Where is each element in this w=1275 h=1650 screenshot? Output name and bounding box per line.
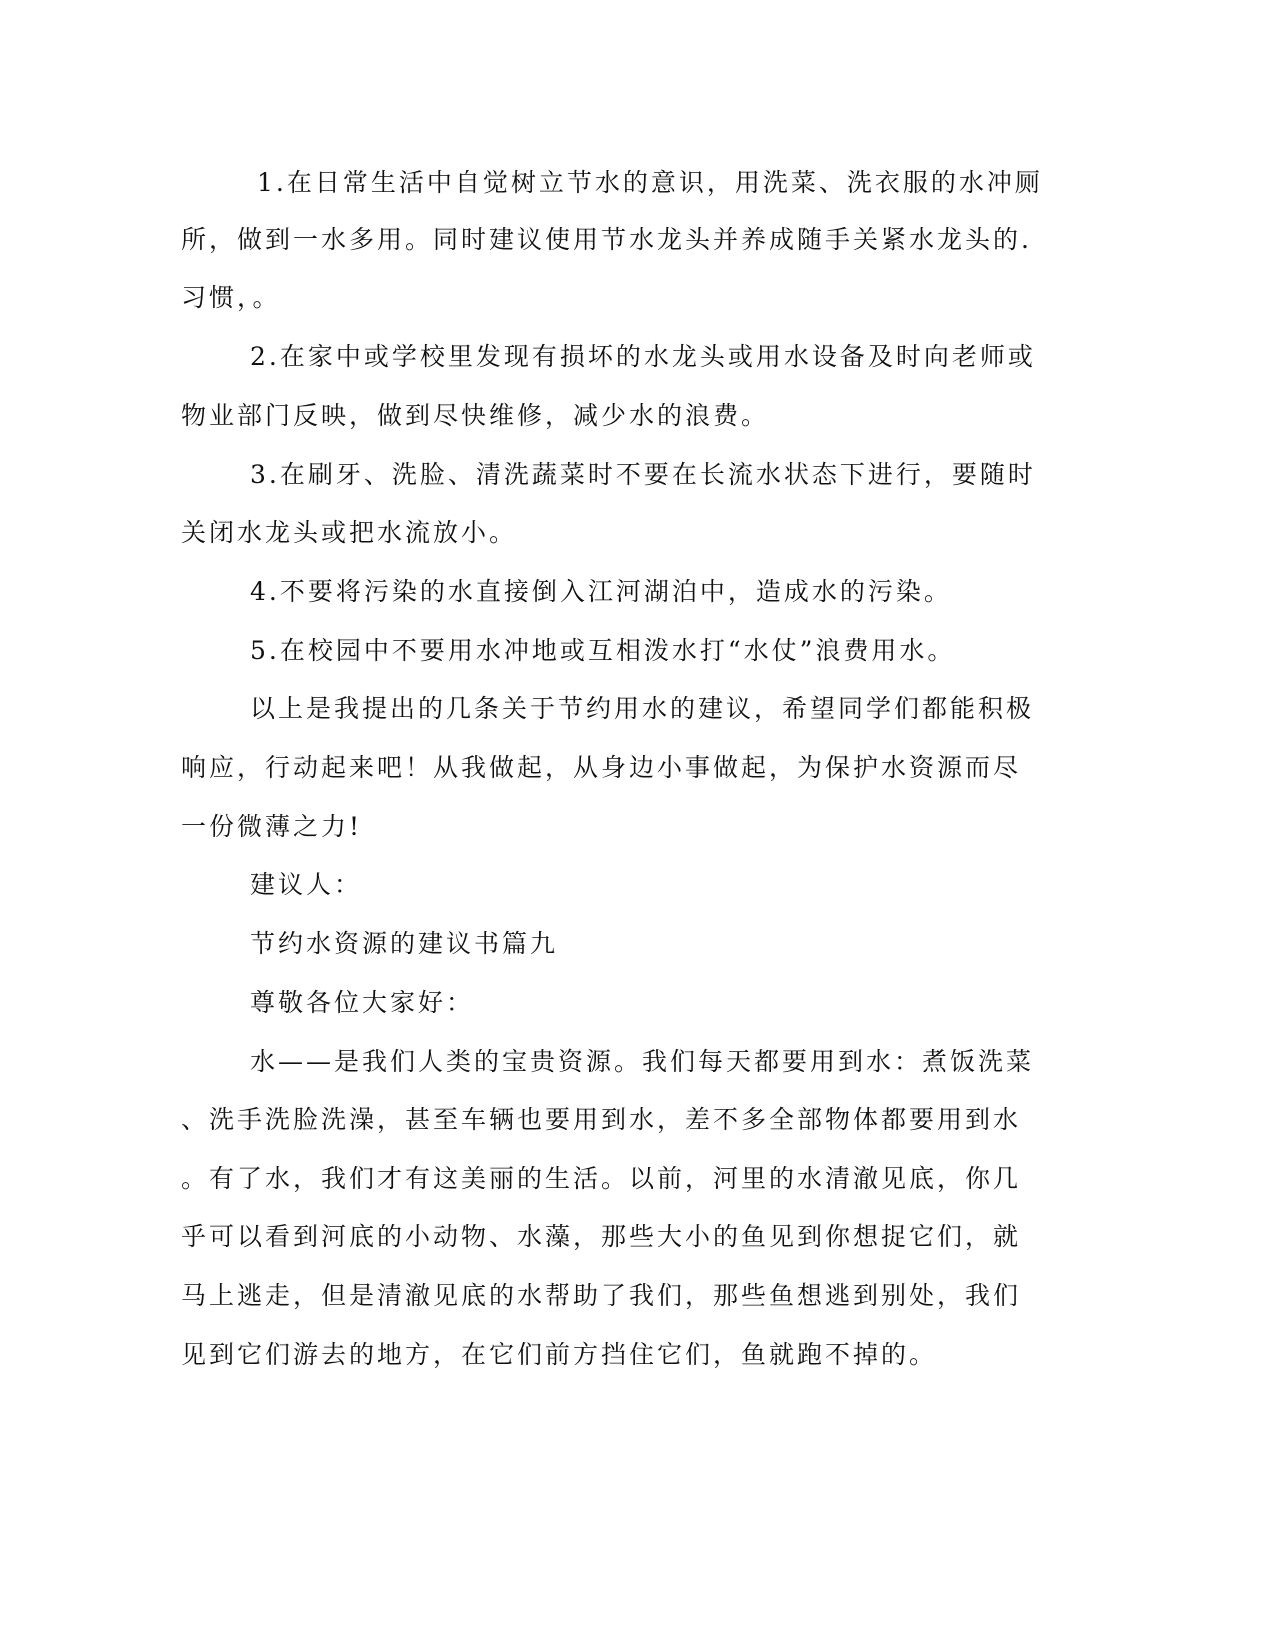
text-line-item2-a: 2.在家中或学校里发现有损坏的水龙头或用水设备及时向老师或 bbox=[250, 342, 1036, 371]
text-line-body-f: 见到它们游去的地方，在它们前方挡住它们，鱼就跑不掉的。 bbox=[181, 1340, 938, 1369]
text-line-body-e: 马上逃走，但是清澈见底的水帮助了我们，那些鱼想逃到别处，我们 bbox=[181, 1281, 1022, 1310]
section-heading: 节约水资源的建议书篇九 bbox=[250, 929, 559, 958]
text-line-item1-b: 所，做到一水多用。同时建议使用节水龙头并养成随手关紧水龙头的. bbox=[181, 225, 1032, 254]
text-line-item3-a: 3.在刷牙、洗脸、清洗蔬菜时不要在长流水状态下进行，要随时 bbox=[250, 460, 1036, 489]
text-line-item3-b: 关闭水龙头或把水流放小。 bbox=[181, 518, 518, 547]
text-line-item1-c: 习惯，。 bbox=[181, 283, 281, 312]
text-line-summary-b: 响应，行动起来吧！从我做起，从身边小事做起，为保护水资源而尽 bbox=[181, 753, 1022, 782]
salutation: 尊敬各位大家好： bbox=[250, 988, 475, 1017]
proposer-label: 建议人： bbox=[250, 870, 363, 899]
text-line-body-c: 。有了水，我们才有这美丽的生活。以前，河里的水清澈见底，你几 bbox=[181, 1164, 1022, 1193]
text-line-body-b: 、洗手洗脸洗澡，甚至车辆也要用到水，差不多全部物体都要用到水 bbox=[181, 1105, 1022, 1134]
text-line-item2-b: 物业部门反映，做到尽快维修，减少水的浪费。 bbox=[181, 401, 770, 430]
text-line-body-d: 乎可以看到河底的小动物、水藻，那些大小的鱼见到你想捉它们，就 bbox=[181, 1222, 1022, 1251]
text-line-item5: 5.在校园中不要用水冲地或互相泼水打“水仗”浪费用水。 bbox=[250, 636, 956, 665]
text-line-summary-c: 一份微薄之力! bbox=[181, 812, 363, 841]
text-line-body-a: 水——是我们人类的宝贵资源。我们每天都要用到水：煮饭洗菜 bbox=[250, 1047, 1035, 1076]
text-line-item1-a: 1.在日常生活中自觉树立节水的意识，用洗菜、洗衣服的水冲厕 bbox=[257, 168, 1043, 197]
text-line-item4: 4.不要将污染的水直接倒入江河湖泊中，造成水的污染。 bbox=[250, 577, 952, 606]
text-line-summary-a: 以上是我提出的几条关于节约用水的建议，希望同学们都能积极 bbox=[250, 694, 1035, 723]
